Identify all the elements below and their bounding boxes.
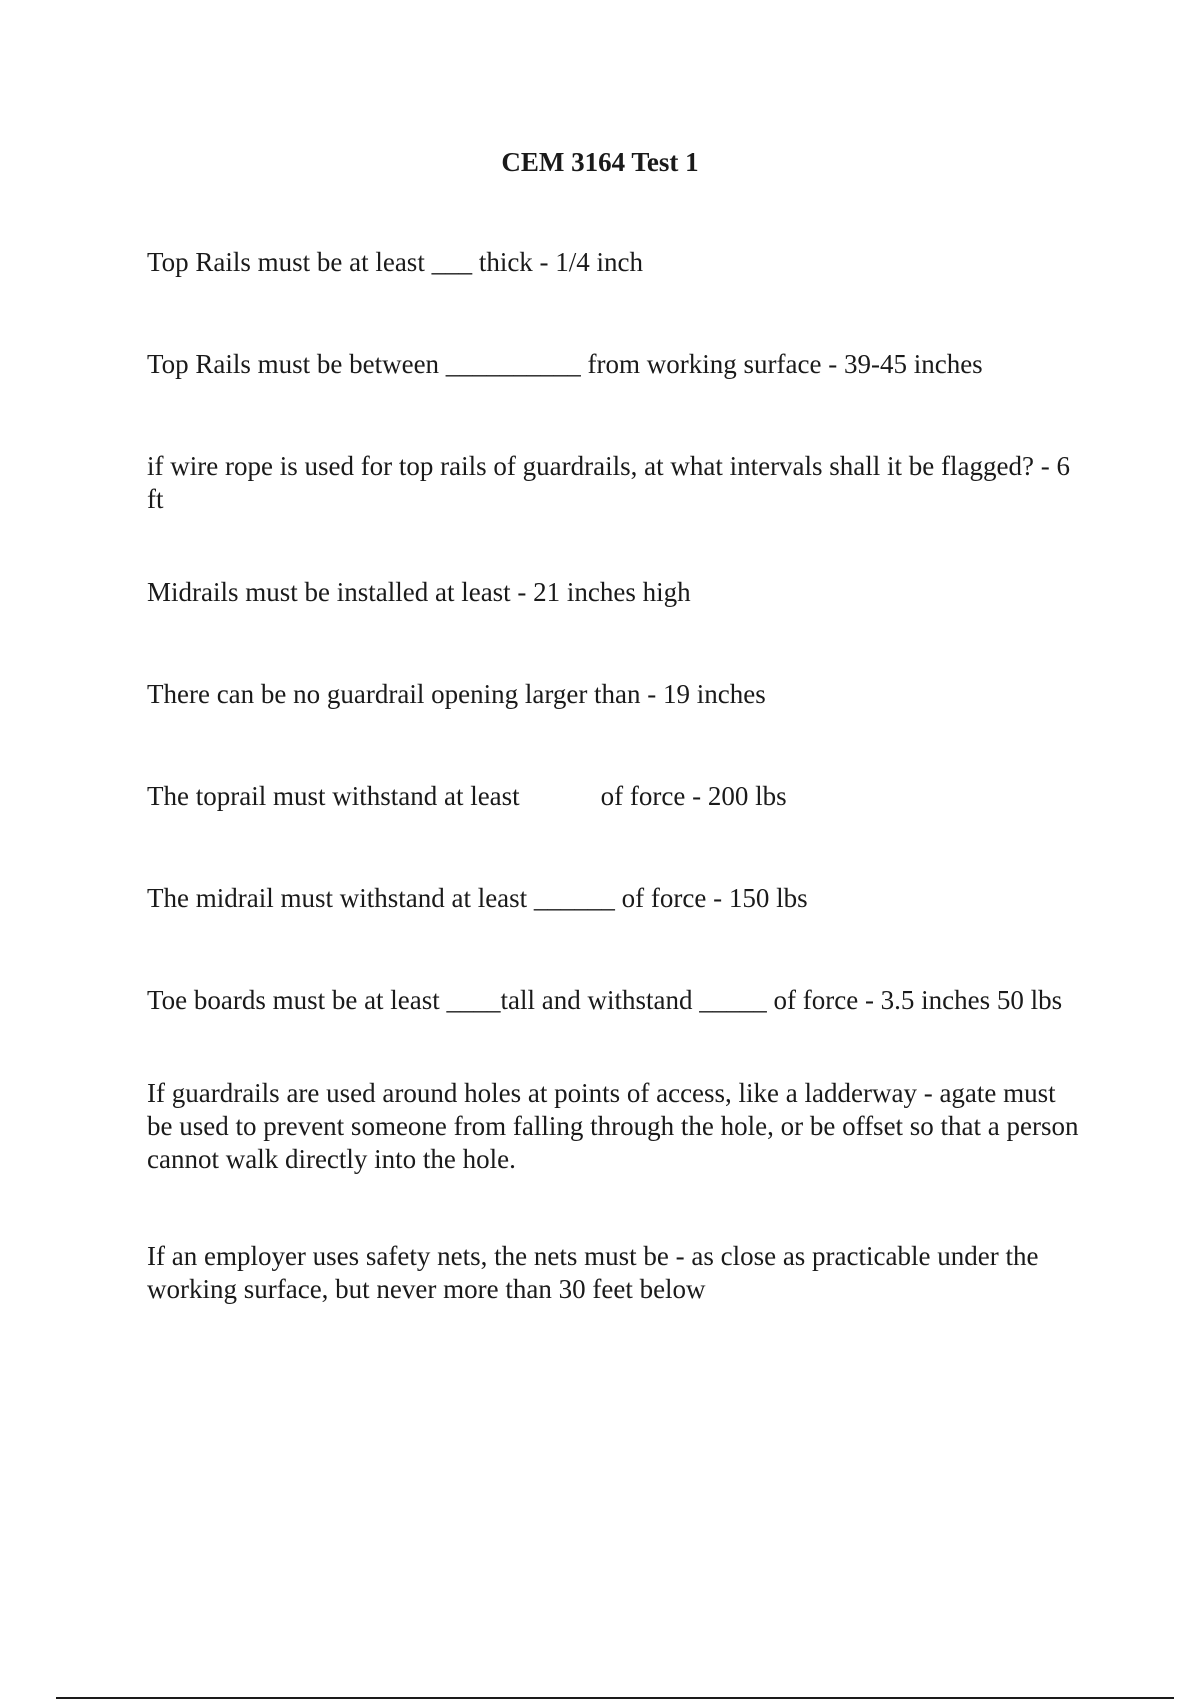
- page-title: CEM 3164 Test 1: [501, 147, 699, 177]
- qa-item: There can be no guardrail opening larger than - 19 inches: [147, 679, 766, 709]
- qa-item: Toe boards must be at least ____tall and withstand _____ of force - 3.5 inches 50 lbs: [147, 985, 1063, 1015]
- qa-item: If guardrails are used around holes at points of access, like a ladderway - agate must be used to prevent someone from falling through the hole, or be offset so that a person cannot walk directly into the hole.: [147, 1078, 1079, 1174]
- qa-item: If an employer uses safety nets, the nets must be - as close as practicable under the working surface, but never more than 30 feet below: [147, 1241, 1039, 1304]
- qa-item: The toprail must withstand at least of force - 200 lbs: [147, 781, 787, 811]
- qa-item: Top Rails must be between __________ from working surface - 39-45 inches: [147, 349, 983, 379]
- bottom-rule: [56, 1697, 1174, 1699]
- qa-list: [147, 246, 1087, 1306]
- qa-item: if wire rope is used for top rails of guardrails, at what intervals shall it be flagged? - 6 ft: [147, 451, 1070, 514]
- qa-item: Midrails must be installed at least - 21 inches high: [147, 577, 691, 607]
- qa-item: Top Rails must be at least ___ thick - 1/4 inch: [147, 247, 644, 277]
- qa-item: The midrail must withstand at least ______ of force - 150 lbs: [147, 883, 808, 913]
